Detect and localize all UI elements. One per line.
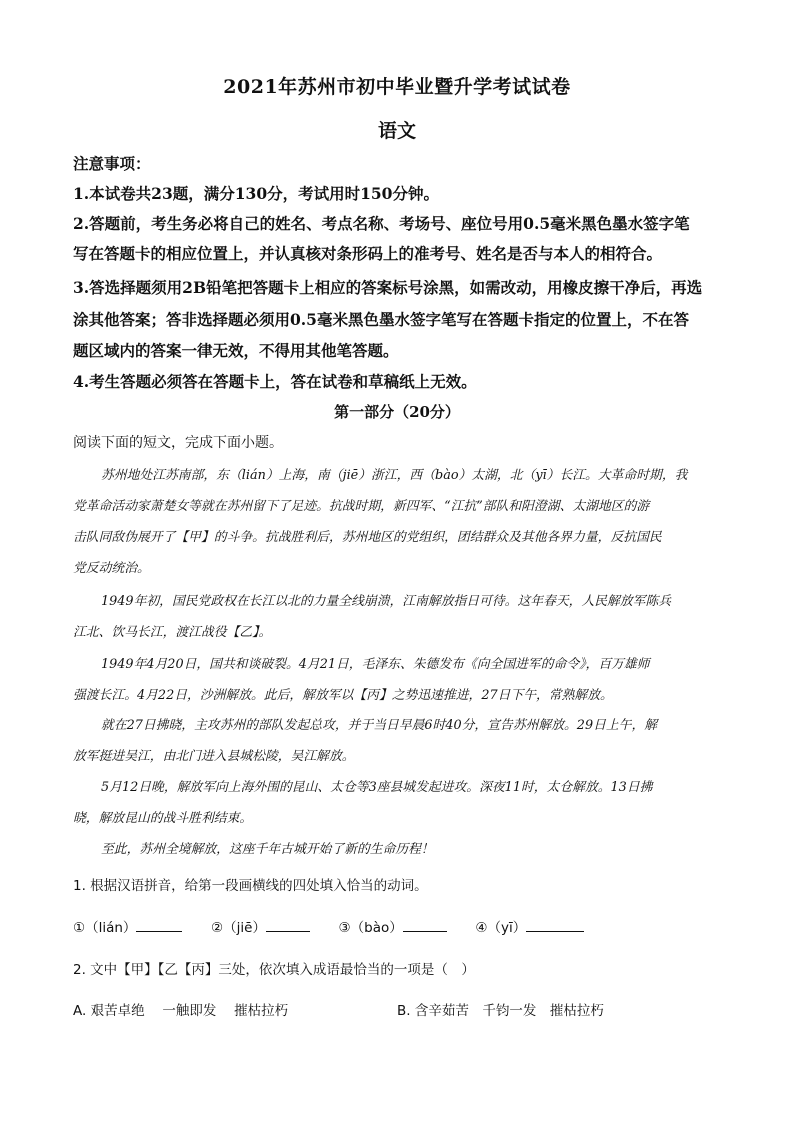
question-2-stem: 2. 文中【甲】【乙【丙】三处，依次填入成语最恰当的一项是（ ） [73,962,475,978]
answer-blank[interactable] [266,917,310,932]
blank-label: ④（yī） [475,920,527,936]
passage-line: 击队同敌伪展开了【甲】的斗争。抗战胜利后，苏州地区的党组织，团结群众及其他各界力量，反抗国民 [73,530,662,545]
blank-label: ③（bào） [338,920,403,936]
notice-line: 1.本试卷共23题，满分130分，考试用时150分钟。 [73,184,439,203]
option-b: B. 含辛茹苦 千钧一发 摧枯拉朽 [397,1003,604,1019]
notice-heading: 注意事项： [73,154,151,173]
passage-line: 苏州地处江苏南部，东（lián）上海，南（jiē）浙江，西（bào）太湖，北（yī）长江。大革命时期，我 [101,468,688,483]
part-heading: 第一部分（20分） [334,403,460,421]
passage-line: 党革命活动家萧楚女等就在苏州留下了足迹。抗战时期，新四军、“江抗”部队和阳澄湖、太湖地区的游 [73,499,650,514]
answer-blank[interactable] [403,917,447,932]
passage-line: 江北、饮马长江，渡江战役【乙】。 [73,625,272,640]
passage-line: 党反动统治。 [73,561,150,576]
passage-line: 就在27日拂晓，主攻苏州的部队发起总攻，并于当日早晨6时40分，宣告苏州解放。29日上午，解 [101,718,658,733]
passage-line: 晓，解放昆山的战斗胜利结束。 [73,811,253,826]
blank-label: ①（lián） [73,920,137,936]
passage-line: 放军挺进吴江，由北门进入县城松陵，吴江解放。 [73,749,355,764]
answer-blank[interactable] [136,917,182,932]
reading-instruction: 阅读下面的短文，完成下面小题。 [73,435,283,451]
question-1-stem: 1. 根据汉语拼音，给第一段画横线的四处填入恰当的动词。 [73,878,428,894]
notice-line: 涂其他答案；答非选择题必须用0.5毫米黑色墨水签字笔写在答题卡指定的位置上，不在答 [73,310,689,329]
passage-line: 至此，苏州全境解放，这座千年古城开始了新的生命历程！ [101,842,434,857]
subject-heading: 语文 [377,120,416,142]
passage-line: 1949年初，国民党政权在长江以北的力量全线崩溃，江南解放指日可待。这年春天，人民解放军陈兵 [101,594,672,609]
passage-line: 强渡长江。4月22日，沙洲解放。此后，解放军以【丙】之势迅速推进，27日下午，常熟解放。 [73,688,613,703]
notice-line: 题区域内的答案一律无效，不得用其他笔答题。 [73,341,399,360]
notice-line: 2.答题前，考生务必将自己的姓名、考点名称、考场号、座位号用0.5毫米黑色墨水签字笔 [73,214,690,233]
blank-label: ②（jiē） [211,920,266,936]
notice-line: 4.考生答题必须答在答题卡上，答在试卷和草稿纸上无效。 [73,372,477,391]
option-a: A. 艰苦卓绝 一触即发 摧枯拉朽 [73,1003,289,1019]
passage-line: 1949年4月20日，国共和谈破裂。4月21日，毛泽东、朱德发布《向全国进军的命令》，百万雄师 [101,657,650,672]
question-1-blanks [73,916,584,936]
page-title: 2021年苏州市初中毕业暨升学考试试卷 [223,76,571,98]
notice-line: 3.答选择题须用2B铅笔把答题卡上相应的答案标号涂黑，如需改动，用橡皮擦干净后，再选 [73,278,703,297]
answer-blank[interactable] [526,917,584,932]
passage-line: 5月12日晚，解放军向上海外围的昆山、太仓等3座县城发起进攻。深夜11时，太仓解放。13日拂 [101,780,653,795]
notice-line: 写在答题卡的相应位置上，并认真核对条形码上的准考号、姓名是否与本人的相符合。 [73,244,663,263]
